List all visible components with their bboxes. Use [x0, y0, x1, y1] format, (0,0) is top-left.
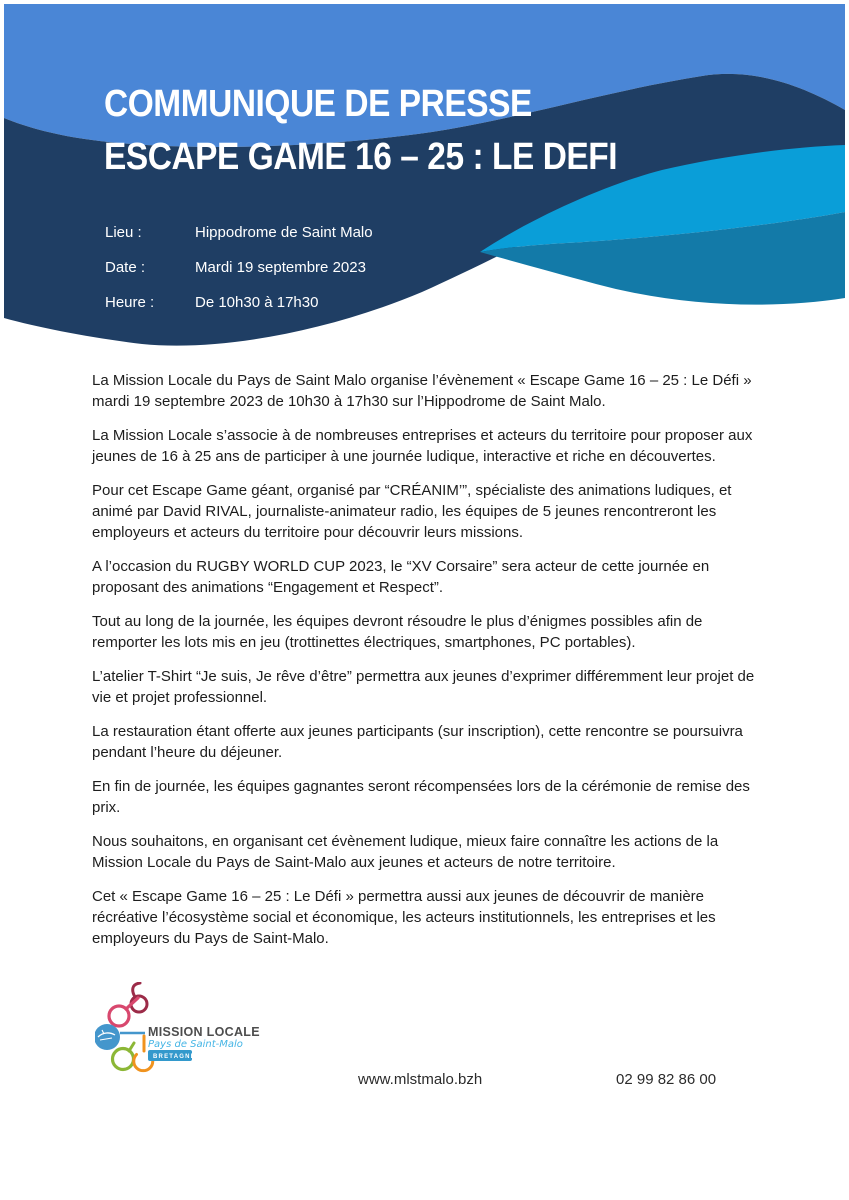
footer-phone: 02 99 82 86 00	[616, 1071, 717, 1088]
paragraph-1: La Mission Locale du Pays de Saint Malo organise l’évènement « Escape Game 16 – 25 : Le Défi » mardi 19 septembre 2023 de 10h30 à 17h30 sur l’Hippodrome de Saint Malo.	[92, 372, 752, 410]
footer-website: www.mlstmalo.bzh	[358, 1071, 483, 1088]
logo-pink-circle-icon	[109, 1006, 129, 1026]
paragraph-9: Nous souhaitons, en organisant cet évènement ludique, mieux faire connaître les actions de la Mission Locale du Pays de Saint-Malo aux jeunes et acteurs de notre territoire.	[92, 833, 719, 871]
paragraph-2: La Mission Locale s’associe à de nombreuses entreprises et acteurs du territoire pour proposer aux jeunes de 16 à 25 ans de participer à une journée ludique, interactive et riche en découvertes.	[92, 427, 753, 465]
press-release-body	[92, 370, 770, 962]
date-value: Mardi 19 septembre 2023	[195, 259, 366, 276]
logo-subtitle-text: Pays de Saint-Malo	[148, 1039, 243, 1050]
paragraph-5: Tout au long de la journée, les équipes devront résoudre le plus d’énigmes possibles afin de remporter les lots mis en jeu (trottinettes électriques, smartphones, PC portables).	[92, 613, 703, 651]
heure-label: Heure :	[105, 294, 155, 311]
paragraph-4: A l’occasion du RUGBY WORLD CUP 2023, le “XV Corsaire” sera acteur de cette journée en proposant des animations “Engagement et Respect”.	[92, 558, 710, 596]
logo-green-circle-icon	[113, 1049, 134, 1070]
paragraph-7: La restauration étant offerte aux jeunes participants (sur inscription), cette rencontre se poursuivra pendant l’heure du déjeuner.	[92, 723, 743, 761]
info-row-lieu	[105, 222, 525, 243]
info-row-date	[105, 257, 525, 278]
press-release-title: COMMUNIQUE DE PRESSE	[104, 83, 532, 125]
header-title-block	[104, 78, 617, 184]
logo-name-text: MISSION LOCALE	[148, 1025, 260, 1039]
paragraph-8: En fin de journée, les équipes gagnantes seront récompensées lors de la cérémonie de remise des prix.	[92, 778, 750, 816]
heure-value: De 10h30 à 17h30	[195, 294, 319, 311]
lieu-value: Hippodrome de Saint Malo	[195, 224, 373, 241]
lieu-label: Lieu :	[105, 224, 142, 241]
date-label: Date :	[105, 259, 146, 276]
paragraph-6: L’atelier T-Shirt “Je suis, Je rêve d’être” permettra aux jeunes d’exprimer différemment leur projet de vie et projet professionnel.	[92, 668, 755, 706]
paragraph-3: Pour cet Escape Game géant, organisé par “CRÉANIM’”, spécialiste des animations ludiques, et animé par David RIVAL, journaliste-animateur radio, les équipes de 5 jeunes rencontreront les employeurs et acteurs du territoire pour découvrir leurs missions.	[92, 482, 732, 541]
paragraph-10: Cet « Escape Game 16 – 25 : Le Défi » permettra aussi aux jeunes de découvrir de manière récréative l’écosystème social et économique, les acteurs institutionnels, les entreprises et les employeurs du Pays de Saint-Malo.	[92, 888, 716, 947]
event-title: ESCAPE GAME 16 – 25 : LE DEFI	[104, 136, 618, 178]
logo-region-text: BRETAGNE	[153, 1054, 196, 1060]
event-info-block	[105, 222, 525, 327]
info-row-heure	[105, 292, 525, 313]
mission-locale-logo	[95, 982, 310, 1078]
